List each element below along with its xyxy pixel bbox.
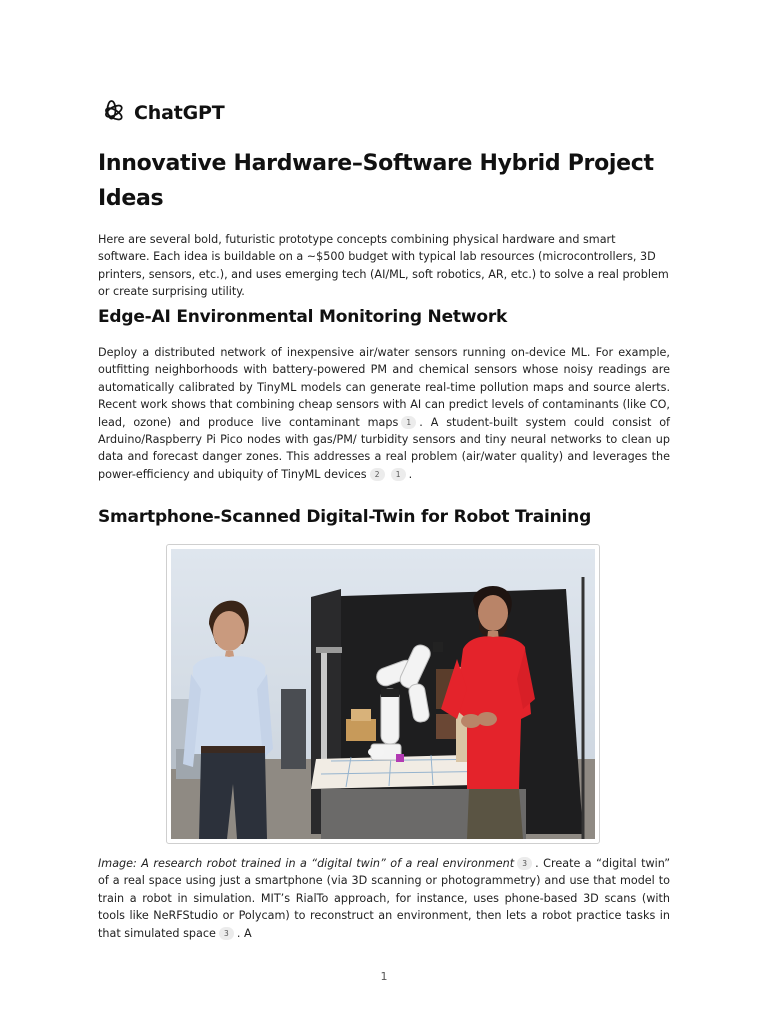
image-caption: Image: A research robot trained in a “digital twin” of a real environment <box>98 857 515 870</box>
intro-paragraph: Here are several bold, futuristic prototype concepts combining physical hardware and smart software. Each idea is buildable on a ~$500 budget with typical lab resources (microcontrollers, 3D printers, sensors, etc.), and uses emerging tech (AI/ML, soft robotics, AR, etc.) to solve a real problem or create surprising utility. <box>98 233 669 299</box>
page-number: 1 <box>380 970 388 983</box>
brand-header <box>98 99 224 126</box>
citation-badge[interactable]: 3 <box>517 857 532 870</box>
section-edge-ai-paragraph <box>98 344 670 483</box>
robot-lab-photo <box>166 544 600 844</box>
section-heading-digital-twin: Smartphone-Scanned Digital-Twin for Robot Training <box>98 507 592 527</box>
section-heading-edge-ai: Edge-AI Environmental Monitoring Network <box>98 307 508 327</box>
page-title: Innovative Hardware–Software Hybrid Project Ideas <box>98 151 654 211</box>
paragraph-text: . <box>408 467 413 481</box>
paragraph-text: . Create a “digital twin” of a real space using just a smartphone (via 3D scanning or photogrammetry) and use that model to train a robot in simulation. MIT’s RialTo approach, for instance, uses phone-based 3D scans (with tools like NeRFStudio or Polycam) to reconstruct an environment, then lets a robot practice tasks in that simulated space <box>98 857 671 940</box>
citation-badge[interactable]: 3 <box>219 927 234 940</box>
citation-badge[interactable]: 1 <box>391 468 406 481</box>
citation-badge[interactable]: 1 <box>401 416 416 429</box>
section-digital-twin-paragraph <box>98 855 670 942</box>
paragraph-text: . A student-built system could consist of Arduino/Raspberry Pi Pico nodes with gas/PM/ turbidity sensors and tiny neural networks to clean up data and forecast danger zones. This addresses a real problem (air/water quality) and leverages the power-efficiency and ubiquity of TinyML devices <box>98 415 670 481</box>
openai-logo-icon <box>98 99 125 126</box>
paragraph-text: Deploy a distributed network of inexpensive air/water sensors running on-device ML. For example, outfitting neighborhoods with battery-powered PM and chemical sensors whose noisy readings are automatically calibrated by TinyML models can generate real-time pollution maps and source alerts. Recent work shows that combining cheap sensors with AI can predict levels of contaminants (like CO, lead, ozone) and produce live contaminant maps <box>98 346 670 429</box>
citation-badge[interactable]: 2 <box>370 468 385 481</box>
brand-name: ChatGPT <box>134 101 225 124</box>
robot-lab-image <box>171 549 595 839</box>
paragraph-text: . A <box>236 926 252 940</box>
